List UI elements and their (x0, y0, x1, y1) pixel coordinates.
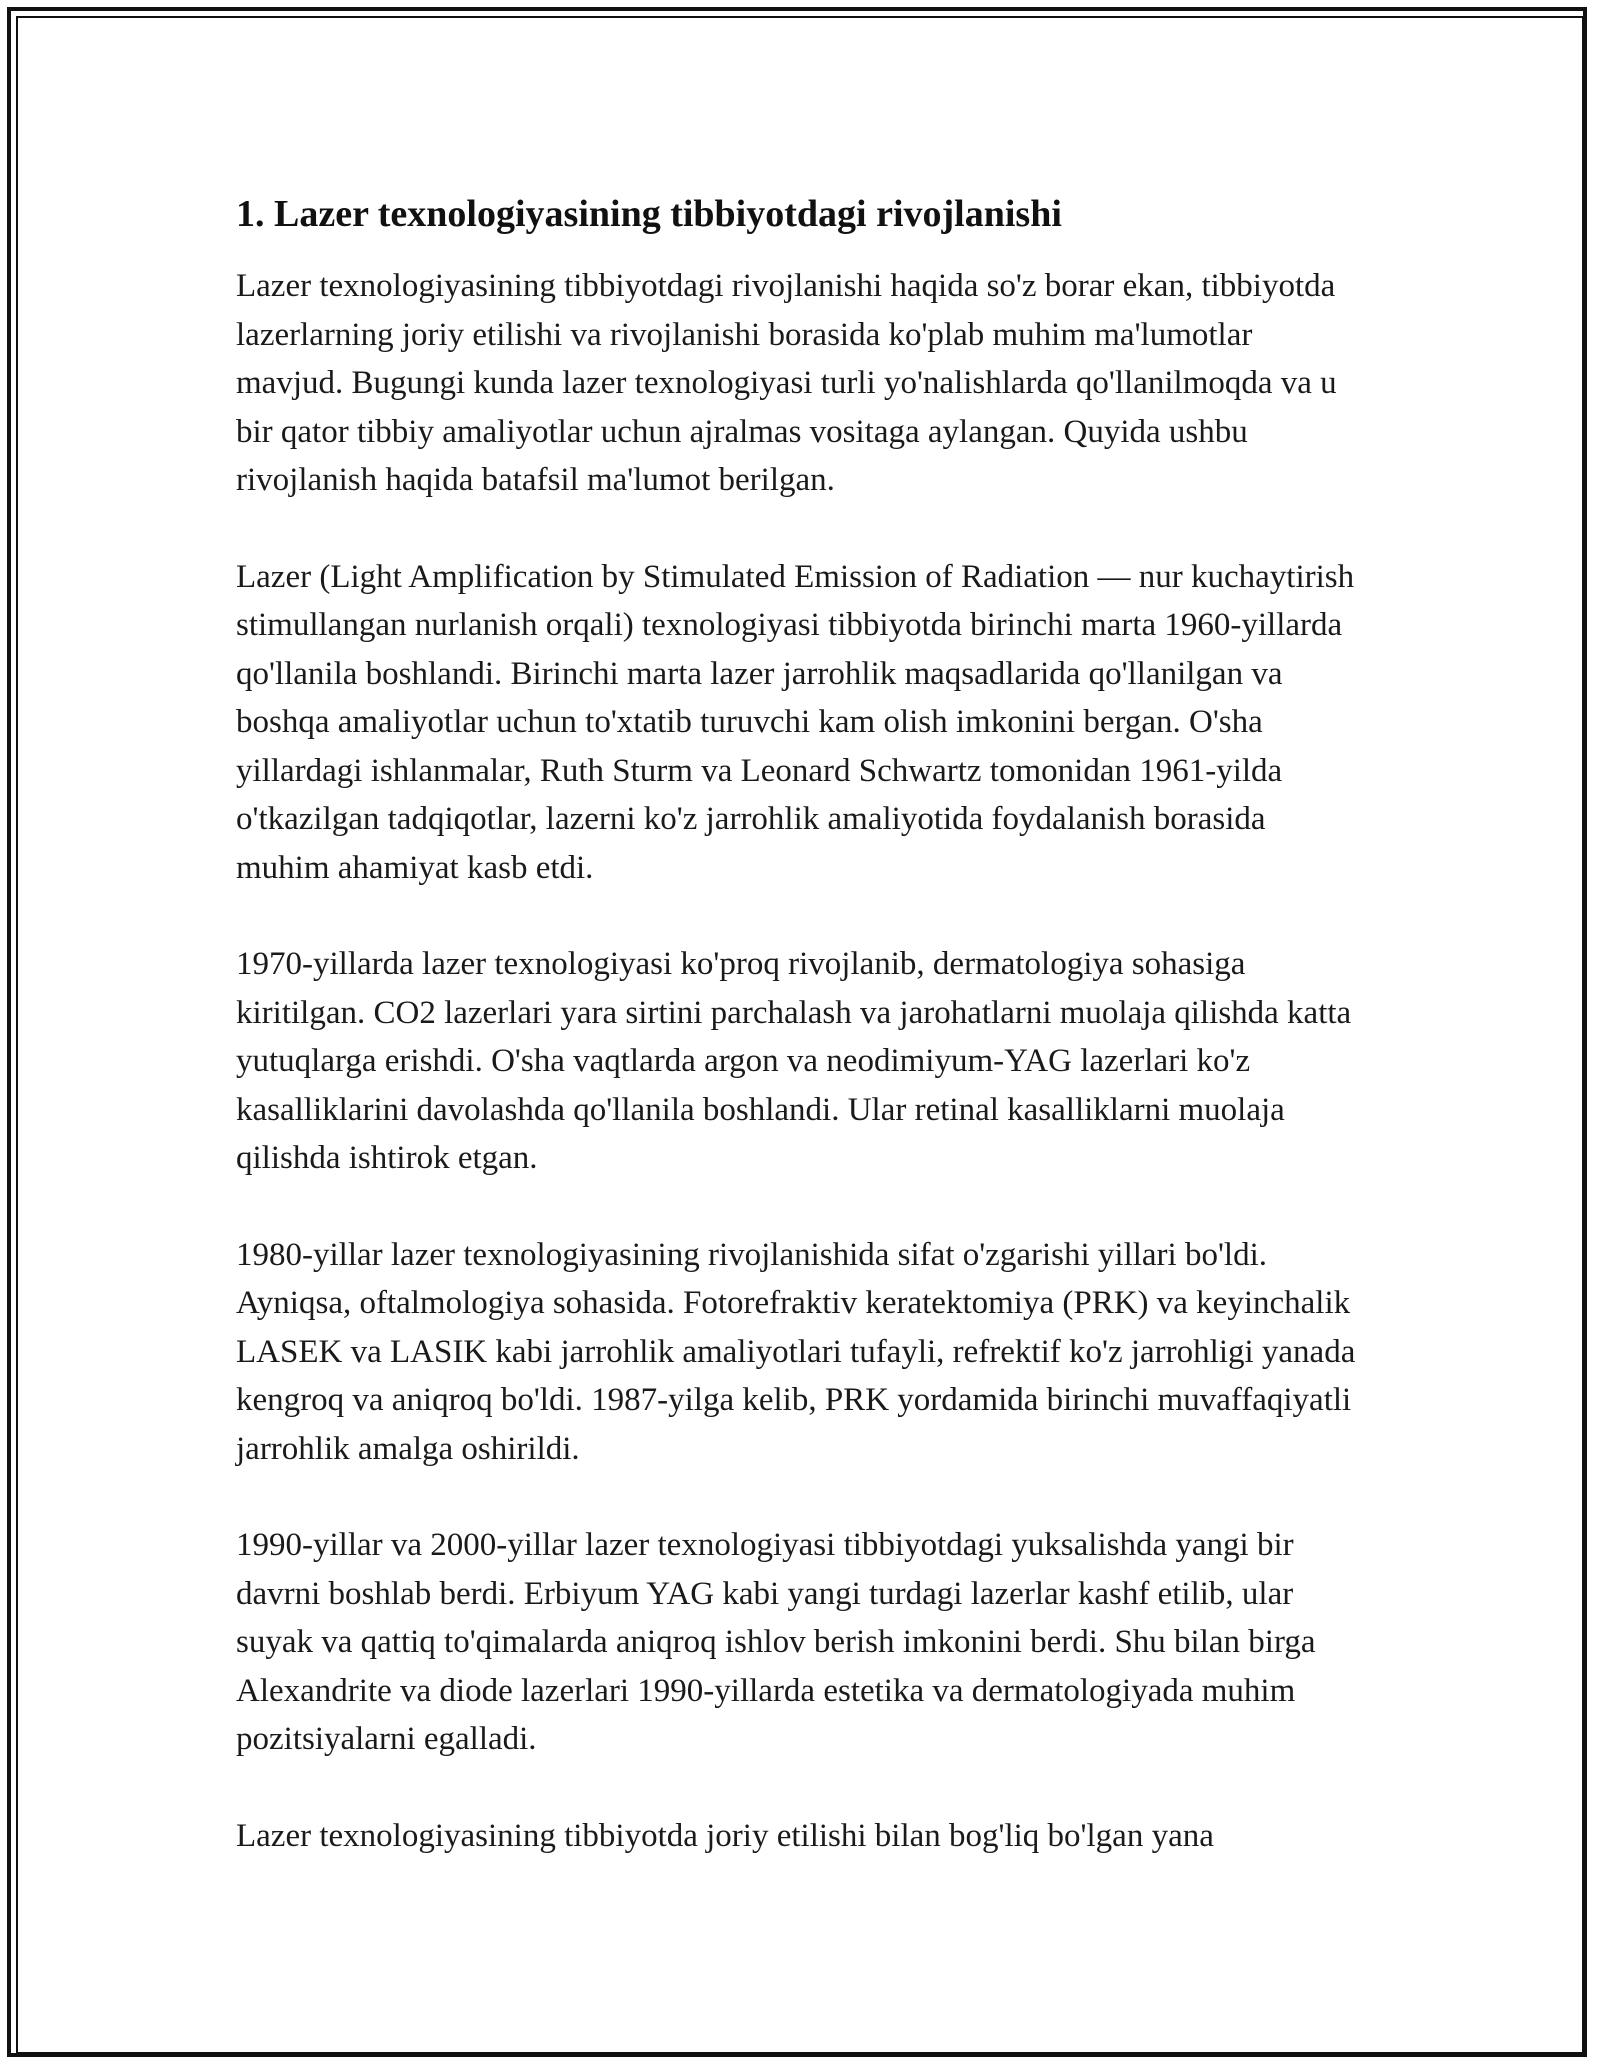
paragraph-1970s: 1970-yillarda lazer texnologiyasi ko'proq rivojlanib, dermatologiya sohasiga kiritilgan. CO2 lazerlari yara sirtini parchalash va jarohatlarni muolaja qilishda katta yutuqlarga erishdi. O'sha vaqtlarda argon va neodimiyum-YAG lazerlari ko'z kasalliklarini davolashda qo'llanila boshlandi. Ular retinal kasalliklarni muolaja qilishda ishtirok etgan. (236, 946, 1352, 1176)
section-heading: 1. Lazer texnologiyasining tibbiyotdagi rivojlanishi (236, 193, 1062, 235)
document-body (236, 186, 1366, 1860)
paragraph-1960s: Lazer (Light Amplification by Stimulated Emission of Radiation — nur kuchaytirish stimullangan nurlanish orqali) texnologiyasi tibbiyotda birinchi marta 1960-yillarda qo'llanila boshlandi. Birinchi marta lazer jarrohlik maqsadlarida qo'llanilgan va boshqa amaliyotlar uchun to'xtatib turuvchi kam olish imkonini bergan. O'sha yillardagi ishlanmalar, Ruth Sturm va Leonard Schwartz tomonidan 1961-yilda o'tkazilgan tadqiqotlar, lazerni ko'z jarrohlik amaliyotida foydalanish borasida muhim ahamiyat kasb etdi. (236, 558, 1355, 886)
paragraph-1990s-2000s: 1990-yillar va 2000-yillar lazer texnologiyasi tibbiyotdagi yuksalishda yangi bir davrni boshlab berdi. Erbiyum YAG kabi yangi turdagi lazerlar kashf etilib, ular suyak va qattiq to'qimalarda aniqroq ishlov berish imkonini berdi. Shu bilan birga Alexandrite va diode lazerlari 1990-yillarda estetika va dermatologiyada muhim pozitsiyalarni egalladi. (236, 1527, 1316, 1757)
paragraph-1980s: 1980-yillar lazer texnologiyasining rivojlanishida sifat o'zgarishi yillari bo'ldi. Ayniqsa, oftalmologiya sohasida. Fotorefraktiv keratektomiya (PRK) va keyinchalik LASEK va LASIK kabi jarrohlik amaliyotlari tufayli, refrektif ko'z jarrohligi yanada kengroq va aniqroq bo'ldi. 1987-yilga kelib, PRK yordamida birinchi muvaffaqiyatli jarrohlik amalga oshirildi. (236, 1236, 1356, 1467)
paragraph-continuation: Lazer texnologiyasining tibbiyotda joriy etilishi bilan bog'liq bo'lgan yana (236, 1817, 1214, 1854)
paragraph-intro: Lazer texnologiyasining tibbiyotdagi rivojlanishi haqida so'z borar ekan, tibbiyotda lazerlarning joriy etilishi va rivojlanishi borasida ko'plab muhim ma'lumotlar mavjud. Bugungi kunda lazer texnologiyasi turli yo'nalishlarda qo'llanilmoqda va u bir qator tibbiy amaliyotlar uchun ajralmas vositaga aylangan. Quyida ushbu rivojlanish haqida batafsil ma'lumot berilgan. (236, 268, 1337, 498)
